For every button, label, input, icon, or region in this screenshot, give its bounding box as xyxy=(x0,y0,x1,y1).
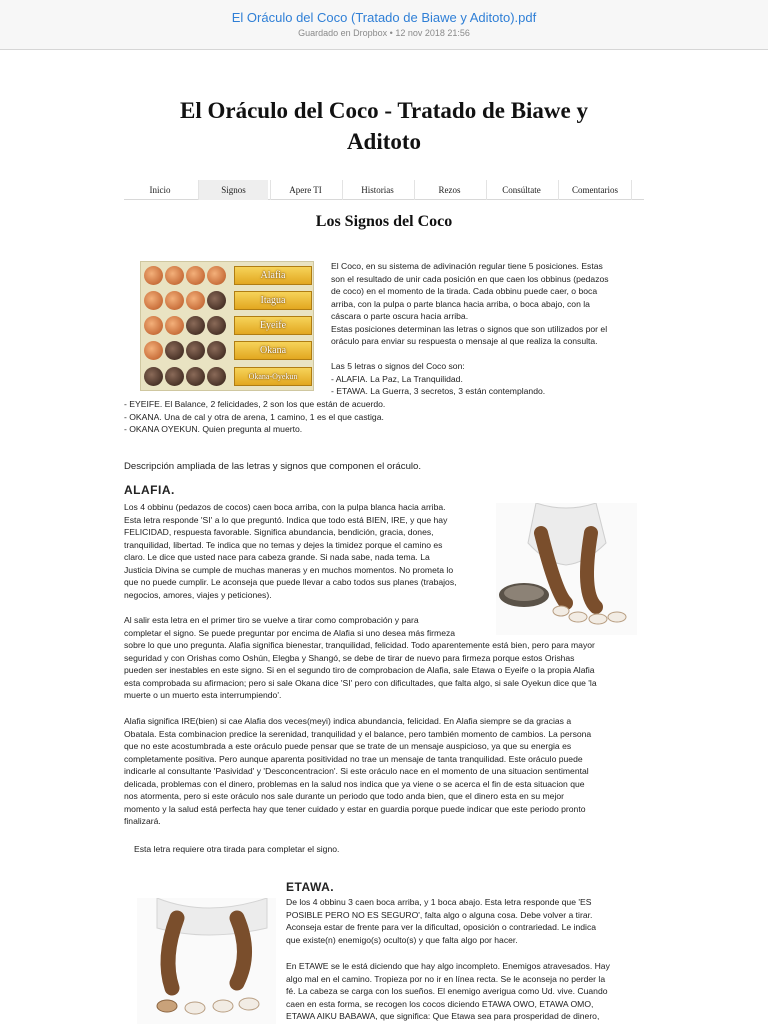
graphic-row-okana-oyekun xyxy=(144,365,310,387)
tab-rezos[interactable]: Rezos xyxy=(414,180,484,200)
viewer-header xyxy=(0,0,768,50)
intro-paragraph: El Coco, en su sistema de adivinación regular tiene 5 posiciones. Estas son el resultado de unir cada posición en que caen los obbinus (pedazos de coco) en el momento de la tirada. Cada obbinu puede caer, o boca arriba, con la pulpa o parte blanca hacia arriba, o boca abajo, con la cáscara o parte oscura hacia arriba. Estas posiciones determinan las letras o signos que son utilizados por el oráculo para enviar su respuesta o mensaje al que realiza la consulta. Las 5 letras o signos del Coco son: - ALAFIA. La Paz, La Tranquilidad. - ETAWA. La Guerra, 3 secretos, 3 están contemplando. xyxy=(331,261,609,396)
alafia-paragraph-1: Los 4 obbinu (pedazos de cocos) caen boca arriba, con la pulpa blanca hacia arriba. Esta letra responde 'SI' a lo que preguntó. Indica que todo está BIEN, IRE, y que hay FELICIDAD, respuesta favorable. Significa abundancia, bendición, gracia, dones, tranquilidad, libertad. Te indica que no temas y dejes la timidez porque el camino es claro. Le dice que usted nace para cabeza grande. Si nada sabe, nada tema. La Justicia Divina se cumple de muchas maneras y en muchos momentos. No prometa lo que no puede cumplir. Le aconseja que puede llevar a cabo todos sus planes (trabajos, negocios, amores, viajes y peticiones). xyxy=(124,502,457,600)
alafia-note: Esta letra requiere otra tirada para completar el signo. xyxy=(134,844,340,854)
tab-consultate[interactable]: Consúltate xyxy=(486,180,556,200)
tab-historias[interactable]: Historias xyxy=(342,180,412,200)
title-line-2: Aditoto xyxy=(346,129,422,154)
document-page xyxy=(0,51,768,1024)
graphic-row-itagua xyxy=(144,289,310,311)
tab-comentarios[interactable]: Comentarios xyxy=(558,180,632,200)
saved-info: Guardado en Dropbox • 12 nov 2018 21:56 xyxy=(298,28,470,38)
signs-list: - EYEIFE. El Balance, 2 felicidades, 2 son los que están de acuerdo. - OKANA. Una de cal y otra de arena, 1 camino, 1 es el que castiga. - OKANA OYEKUN. Quien pregunta al muerto. xyxy=(124,399,386,434)
graphic-row-okana xyxy=(144,339,310,361)
alafia-paragraph-2: Al salir esta letra en el primer tiro se vuelve a tirar como comprobación y para completar el signo. Se puede preguntar por encima de Alafia si uno desea más firmeza sobre lo que uno pregunta. Alafia significa bienestar, tranquilidad, felicidad. Todo aparentemente está bien, pero para mayor seguridad y con Orishas como Oshún, Elegba y Shangó, se debe de tirar de nuevo para firmeza porque estos Orishas pueden ser inestables en este signo. Si en el segundo tiro de comprobacion de Alafia, sale Etawa o Eyeife o la propia Alafia esta comprobada su afirmacion; pero si sale Okana dice 'SI' pero con dificultades, que falta algo, si sale Oyekun dice que 'la muerte o un muerto esta interrumpiendo'. xyxy=(124,615,597,700)
etawa-paragraph-1: De los 4 obbinu 3 caen boca arriba, y 1 boca abajo. Esta letra responde que 'ES POSIBLE PERO NO ES SEGURO', falta algo o alguna cosa. Debe volver a tirar. Aconseja estar de frente para ver la dificultad, oposición o contrariedad. Le indica que existe(n) enemigo(s) oculto(s) y que falta algo por hacer. xyxy=(286,897,597,945)
coconut-positions-graphic xyxy=(140,261,314,391)
title-line-1: El Oráculo del Coco - Tratado de Biawe y xyxy=(179,98,588,123)
description-line: Descripción ampliada de las letras y signos que componen el oráculo. xyxy=(124,461,422,472)
graphic-label: Eyeife xyxy=(234,316,312,335)
page-title xyxy=(124,95,644,157)
alafia-heading: ALAFIA. xyxy=(124,483,175,497)
graphic-label: Okana-Oyekun xyxy=(234,367,312,386)
tab-inicio[interactable]: Inicio xyxy=(149,185,171,195)
nav-bar xyxy=(124,180,644,200)
etawa-paragraph-2: En ETAWE se le está diciendo que hay algo incompleto. Enemigos atravesados. Hay algo mal en el camino. Tropieza por no ir en línea recta. Se le aconseja no perder la fé. La cabeza se carga con los sueños. El enemigo averigua como Ud. vive. Cuando caen en esta forma, se recogen los cocos diciendo ETAWA OWO, ETAWA OMO, ETAWA AIKU BABAWA, que significa: Que Etawa sea para prosperidad de dinero, xyxy=(286,961,610,1021)
graphic-label: Okana xyxy=(234,341,312,360)
graphic-label: Itagua xyxy=(234,291,312,310)
alafia-paragraph-3: Alafia significa IRE(bien) si cae Alafia dos veces(meyi) indica abundancia, felicidad. En Alafia siempre se da gracias a Obatala. Esta combinacion predice la serenidad, tranquilidad y el balance, pero también momento de cambios. La persona que no este acostumbrada a este oráculo puede pensar que se trate de un mensaje auspicioso, ya que su energia es completamente positiva. Pero aunque aparenta positividad no trae un mensaje de tanta tranquilidad. Este oráculo puede indicarle al consultante 'Pasividad' y 'Desconcentracion'. Si este oráculo nace en el momento de una situacion sentimental delicada, problemas con el dinero, problemas en la salud nos indica que ya viene o se acerca el fin de esta situacion que nos atormenta, pero si este oráculo nos sale durante un periodo que todo anda bien, que el dinero esta en su mejor momento y la salud está perfecta hay que tener cuidado y estar en guardia porque puede indicar que este periodo pronto finalizará. xyxy=(124,716,592,826)
file-name[interactable]: El Oráculo del Coco (Tratado de Biawe y Aditoto).pdf xyxy=(231,10,537,25)
hands-etawa-photo xyxy=(137,898,276,1024)
tab-apere-ti[interactable]: Apere TI xyxy=(270,180,340,200)
section-title: Los Signos del Coco xyxy=(315,213,453,230)
etawa-heading: ETAWA. xyxy=(286,880,335,894)
graphic-label: Alafia xyxy=(234,266,312,285)
tab-signos[interactable]: Signos xyxy=(198,180,268,200)
graphic-row-alafia xyxy=(144,264,310,286)
graphic-row-eyeife xyxy=(144,314,310,336)
